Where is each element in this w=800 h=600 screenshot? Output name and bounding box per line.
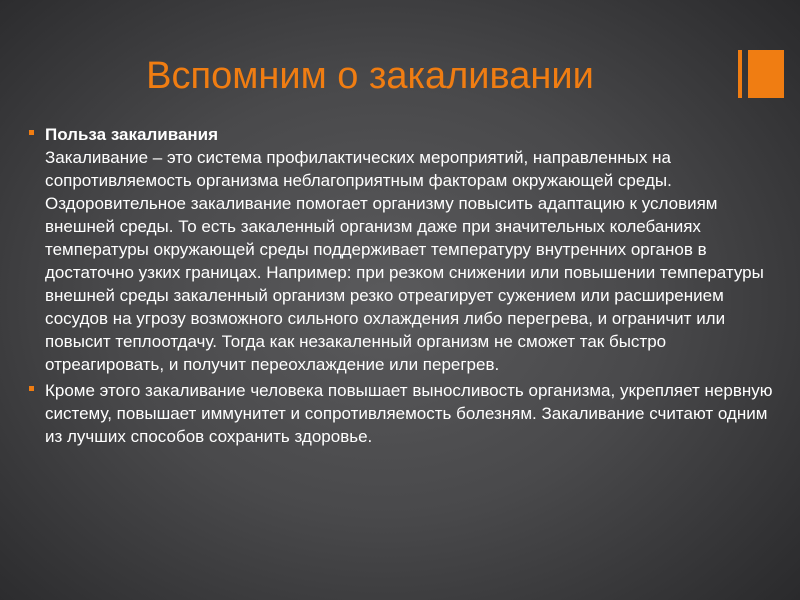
accent-bar-wide <box>748 50 784 98</box>
bullet-heading: Польза закаливания <box>45 125 219 144</box>
accent-bar-thin <box>738 50 742 98</box>
bullet-item <box>28 123 773 376</box>
bullet-text: Закаливание – это система профилактических мероприятий, направленных на сопротивляемость организма неблагоприятным факторам окружающей среды. Оздоровительное закаливание помогает организму повысить адаптацию к условиям внешней среды. То есть закаленный организм даже при значительных колебаниях температуры окружающей среды поддерживает температуру внутренних органов в достаточно узких границах. Например: при резком снижении или повышении температуры внешней среды закаленный организм резко отреагирует сужением или расширением сосудов на угрозу возможного сильного охлаждения либо перегрева, и ограничит или повысит теплоотдачу. Тогда как незакаленный организм не сможет так быстро отреагировать, и получит переохлаждение или перегрев. <box>45 148 764 374</box>
bullet-item <box>28 379 773 448</box>
bullet-square-icon <box>29 130 34 135</box>
bullet-text: Кроме этого закаливание человека повышает выносливость организма, укрепляет нервную систему, повышает иммунитет и сопротивляемость болезням. Закаливание считают одним из лучших способов сохранить здоровье. <box>45 381 773 446</box>
slide-body <box>28 123 773 451</box>
slide-title: Вспомним о закаливании <box>146 55 594 97</box>
bullet-square-icon <box>29 386 34 391</box>
